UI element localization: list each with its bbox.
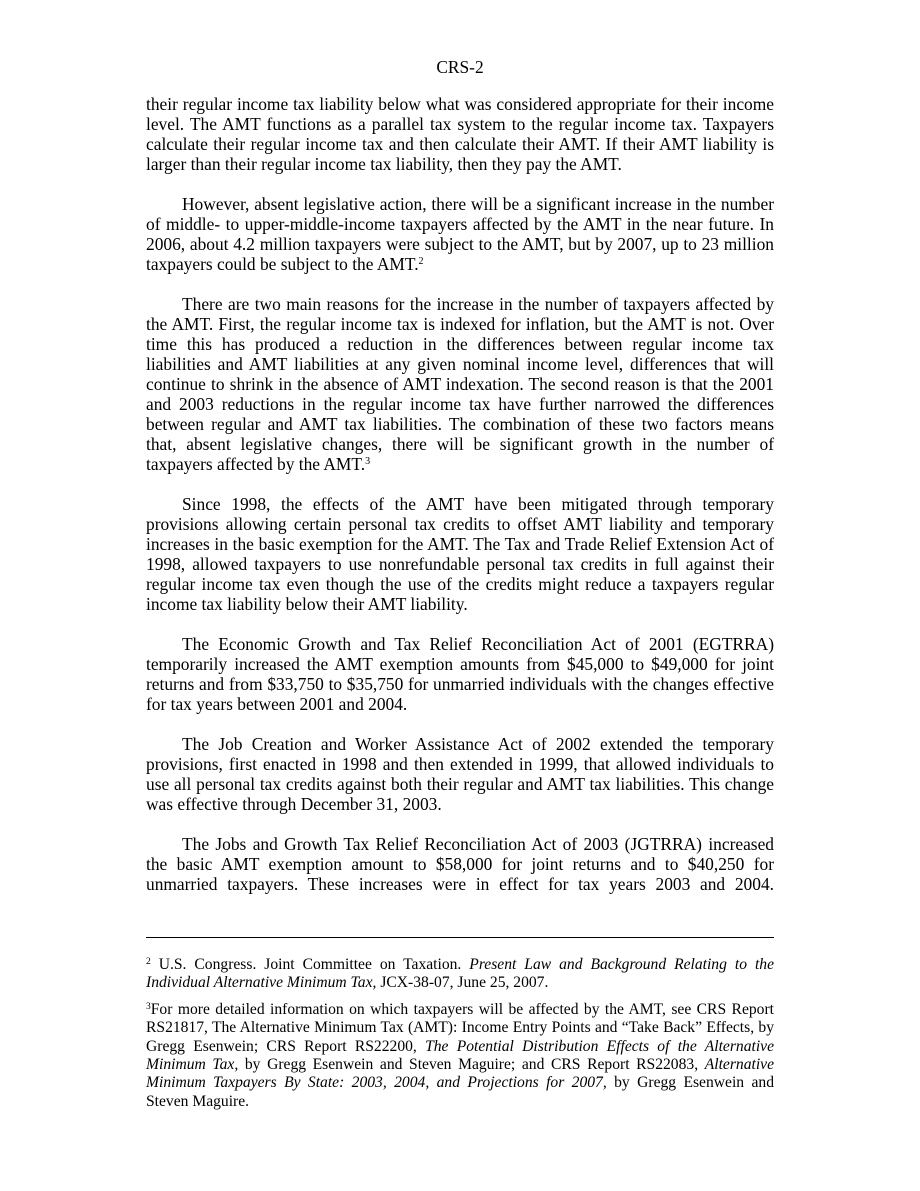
footnote-2-text-a: U.S. Congress. Joint Committee on Taxation. [158,956,470,973]
paragraph-6 [146,734,774,814]
footnote-2-title: Present Law and Background Relating to the Individual Alternative Minimum Tax, [146,956,774,992]
footnote-ref-3[interactable]: 3 [365,456,371,467]
footnote-3-text-b: by Gregg Esenwein and Steven Maguire; and CRS Report RS22083, [238,1056,705,1074]
paragraph-1-text: their regular income tax liability below what was considered appropriate for their income level. The AMT functions as a parallel tax system to the regular income tax. Taxpayers calculate their regular income tax and then calculate their AMT. If their AMT liability is larger than their regular income tax liability, then they pay the AMT. [146,94,774,174]
paragraph-6-text: The Job Creation and Worker Assistance Act of 2002 extended the temporary provisions, first enacted in 1998 and then extended in 1999, that allowed individuals to use all personal tax credits against both their regular and AMT tax liabilities. This change was effective through December 31, 2003. [146,734,774,814]
footnote-3-text-a: For more detailed information on which taxpayers will be affected by the AMT, see CRS Report RS21817, The Alternative Minimum Tax (AMT): Income Entry Points and “Take Back” Effects, by Gregg Esenwein; CRS Report RS22200, [146,1000,774,1055]
paragraph-4-text: Since 1998, the effects of the AMT have been mitigated through temporary provisions allowing certain personal tax credits to offset AMT liability and temporary increases in the basic exemption for the AMT. The Tax and Trade Relief Extension Act of 1998, allowed taxpayers to use nonrefundable personal tax credits in full against their regular income tax even though the use of the credits might reduce a taxpayers regular income tax liability below their AMT liability. [146,494,774,614]
paragraph-5-text: The Economic Growth and Tax Relief Reconciliation Act of 2001 (EGTRRA) temporarily increased the AMT exemption amounts from $45,000 to $49,000 for joint returns and from $33,750 to $35,750 for unmarried individuals with the changes effective for tax years between 2001 and 2004. [146,634,774,714]
paragraph-7-text: The Jobs and Growth Tax Relief Reconciliation Act of 2003 (JGTRRA) increased the basic AMT exemption amount to $58,000 for joint returns and to $40,250 for unmarried taxpayers. These increases were in effect for tax years 2003 and 2004. [146,834,774,894]
paragraph-1 [146,94,774,174]
paragraph-5 [146,634,774,714]
paragraph-7 [146,834,774,894]
footnote-2-number: 2 [146,957,151,967]
footnote-ref-2[interactable]: 2 [418,256,424,267]
footnote-3-title-a: The Potential Distribution Effects of the Alternative Minimum Tax, [146,1037,774,1074]
footnote-3-number: 3 [146,1001,151,1012]
footnote-divider [146,937,774,938]
footnote-2 [146,956,774,993]
footnote-2-text-b: JCX-38-07, June 25, 2007. [376,974,549,992]
footnote-3-text-c: by Gregg Esenwein and Steven Maguire. [146,1074,774,1110]
paragraph-2 [146,194,774,274]
paragraph-4 [146,494,774,614]
footnote-3 [146,1001,774,1111]
page-header: CRS-2 [436,57,484,77]
paragraph-3-text: There are two main reasons for the increase in the number of taxpayers affected by the AMT. First, the regular income tax is indexed for inflation, but the AMT is not. Over time this has produced a reduction in the differences between regular income tax liabilities and AMT liabilities at any given nominal income level, differences that will continue to shrink in the absence of AMT indexation. The second reason is that the 2001 and 2003 reductions in the regular income tax have further narrowed the differences between regular and AMT tax liabilities. The combination of these two factors means that, absent legislative changes, there will be significant growth in the number of taxpayers affected by the AMT. [146,294,774,474]
paragraph-3 [146,294,774,474]
body-text [146,94,774,894]
paragraph-2-text: However, absent legislative action, there will be a significant increase in the number of middle- to upper-middle-income taxpayers affected by the AMT in the near future. In 2006, about 4.2 million taxpayers were subject to the AMT, but by 2007, up to 23 million taxpayers could be subject to the AMT. [146,194,774,274]
footnotes [146,956,774,1111]
footnote-3-title-b: Alternative Minimum Taxpayers By State: 2003, 2004, and Projections for 2007, [146,1056,774,1092]
